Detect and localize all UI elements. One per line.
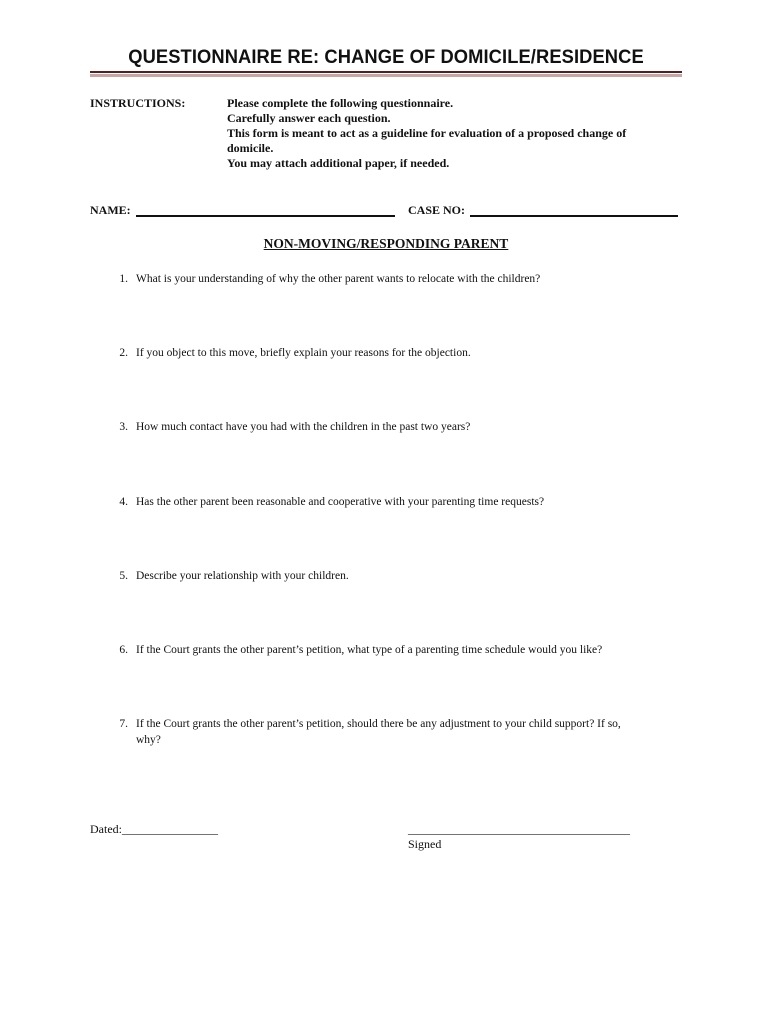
question-number: 6.	[119, 644, 128, 656]
dated-field[interactable]: Dated:________________	[90, 822, 218, 836]
question-text: If you object to this move, briefly explain your reasons for the objection.	[136, 347, 471, 359]
question-number: 1.	[119, 273, 128, 285]
question-number: 4.	[119, 496, 128, 508]
instruction-line: Please complete the following questionnaire.	[227, 96, 454, 110]
instructions-label: INSTRUCTIONS:	[90, 96, 186, 110]
case-number-label: CASE NO:	[408, 203, 466, 217]
question-text: How much contact have you had with the children in the past two years?	[136, 421, 471, 433]
title-divider-light	[90, 74, 682, 77]
question-number: 7.	[119, 718, 128, 730]
case-number-field[interactable]	[470, 215, 678, 217]
instruction-line: This form is meant to act as a guideline for evaluation of a proposed change of	[227, 126, 627, 140]
name-label: NAME:	[90, 203, 131, 217]
instruction-line: domicile.	[227, 141, 274, 155]
question-text: why?	[136, 734, 161, 746]
page-title: QUESTIONNAIRE RE: CHANGE OF DOMICILE/RESIDENCE	[128, 46, 644, 68]
instruction-line: Carefully answer each question.	[227, 111, 391, 125]
title-divider-dark	[90, 71, 682, 73]
name-field[interactable]	[136, 215, 395, 217]
question-text: Has the other parent been reasonable and cooperative with your parenting time requests?	[136, 496, 545, 508]
instructions-body	[227, 96, 667, 171]
question-number: 3.	[119, 421, 128, 433]
question-text: If the Court grants the other parent’s petition, should there be any adjustment to your child support? If so,	[136, 718, 621, 730]
signature-field[interactable]: _____________________________________	[408, 822, 630, 836]
instruction-line: You may attach additional paper, if needed.	[227, 156, 450, 170]
question-number: 5.	[119, 570, 128, 582]
question-text: What is your understanding of why the other parent wants to relocate with the children?	[136, 273, 541, 285]
question-text: If the Court grants the other parent’s petition, what type of a parenting time schedule would you like?	[136, 644, 603, 656]
section-heading	[90, 236, 682, 252]
question-text: Describe your relationship with your children.	[136, 570, 349, 582]
question-number: 2.	[119, 347, 128, 359]
section-heading-text: NON-MOVING/RESPONDING PARENT	[263, 236, 509, 251]
signed-label: Signed	[408, 837, 442, 851]
